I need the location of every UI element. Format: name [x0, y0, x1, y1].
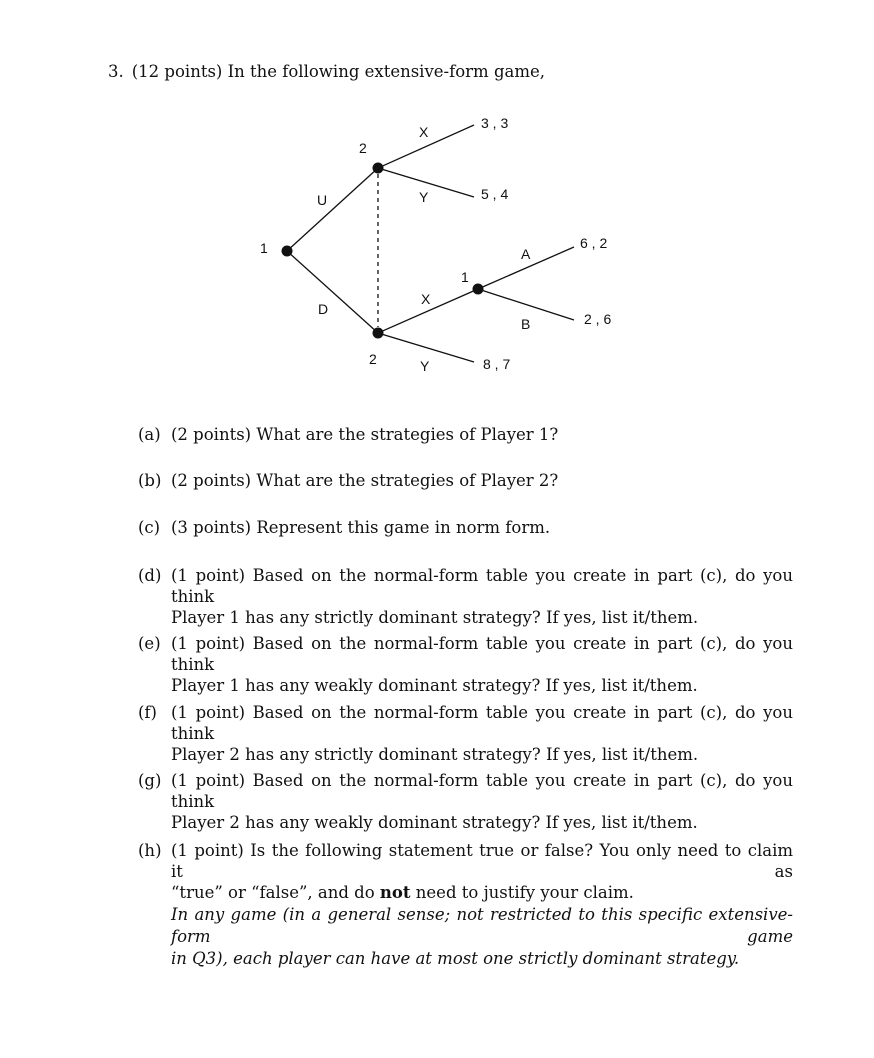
- payoff-bottom-Y: 8 , 7: [483, 356, 511, 372]
- statement-line1: In any game (in a general sense; not restricted to this specific extensive-form game: [171, 905, 793, 946]
- part-label: (b): [138, 471, 162, 490]
- node-player1-second: [473, 284, 484, 295]
- part-d: [138, 565, 793, 628]
- player-label-bottom: 2: [369, 351, 377, 367]
- question-intro: (12 points) In the following extensive-form game,: [131, 62, 545, 81]
- part-text-line2: “true” or “false”, and do not need to justify your claim.: [171, 883, 634, 902]
- bold-not: not: [379, 883, 411, 902]
- payoff-top-X: 3 , 3: [481, 115, 509, 131]
- payoff-B: 2 , 6: [584, 311, 612, 327]
- question-header: [108, 62, 545, 81]
- payoff-A: 6 , 2: [580, 235, 608, 251]
- part-label: (c): [138, 518, 161, 537]
- node-player1-root: [282, 246, 293, 257]
- payoff-top-Y: 5 , 4: [481, 186, 509, 202]
- part-text-line1: (1 point) Based on the normal-form table you create in part (c), do you think: [171, 634, 793, 674]
- part-text-line2: Player 2 has any strictly dominant strategy? If yes, list it/them.: [171, 745, 699, 764]
- statement-line2: in Q3), each player can have at most one strictly dominant strategy.: [171, 949, 740, 968]
- part-text-line1: (1 point) Is the following statement true or false? You only need to claim it as: [171, 841, 793, 881]
- part-label: (e): [138, 634, 161, 653]
- part-f: [138, 702, 793, 765]
- player-label-top: 2: [359, 140, 367, 156]
- action-label-U: U: [317, 192, 328, 208]
- part-label: (g): [138, 771, 162, 790]
- edge-D: [287, 251, 378, 333]
- action-label-A: A: [521, 246, 531, 262]
- part-text-line2: Player 1 has any weakly dominant strategy? If yes, list it/them.: [171, 676, 698, 695]
- player-label-second: 1: [461, 269, 469, 285]
- part-label: (a): [138, 425, 161, 444]
- action-label-bottom-Y: Y: [420, 358, 430, 374]
- game-tree: [0, 100, 874, 390]
- part-label: (d): [138, 566, 162, 585]
- action-label-D: D: [318, 301, 329, 317]
- part-text-line1: (1 point) Based on the normal-form table you create in part (c), do you think: [171, 566, 793, 606]
- action-label-bottom-X: X: [421, 291, 431, 307]
- part-label: (f): [138, 703, 157, 722]
- question-number: 3.: [108, 62, 124, 81]
- part-text-line1: (1 point) Based on the normal-form table you create in part (c), do you think: [171, 703, 793, 743]
- part-e: [138, 633, 793, 696]
- action-label-top-X: X: [419, 124, 429, 140]
- part-g: [138, 770, 793, 833]
- action-label-B: B: [521, 316, 531, 332]
- part-c: [138, 517, 793, 538]
- node-player2-top: [373, 163, 384, 174]
- part-label: (h): [138, 841, 162, 860]
- part-b: [138, 470, 793, 491]
- part-text-line2: Player 2 has any weakly dominant strategy? If yes, list it/them.: [171, 813, 698, 832]
- node-player2-bottom: [373, 328, 384, 339]
- part-h: [138, 840, 793, 903]
- player-label-root: 1: [260, 240, 268, 256]
- part-text-line1: (1 point) Based on the normal-form table you create in part (c), do you think: [171, 771, 793, 811]
- statement: [171, 904, 793, 970]
- part-text: (2 points) What are the strategies of Player 1?: [171, 425, 559, 444]
- action-label-top-Y: Y: [419, 189, 429, 205]
- edge-U: [287, 168, 378, 251]
- part-text: (2 points) What are the strategies of Player 2?: [171, 471, 559, 490]
- part-a: [138, 424, 793, 445]
- part-text: (3 points) Represent this game in norm form.: [171, 518, 551, 537]
- part-text-line2: Player 1 has any strictly dominant strategy? If yes, list it/them.: [171, 608, 699, 627]
